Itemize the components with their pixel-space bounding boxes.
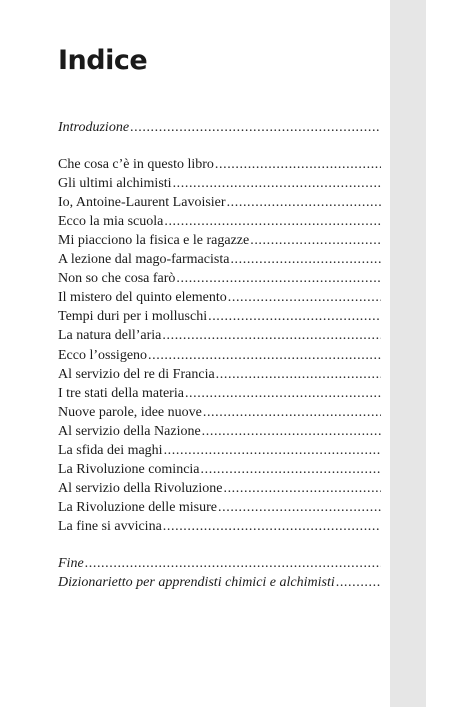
- toc-entry: [58, 554, 410, 573]
- toc-entry-title: Gli ultimi alchimisti: [58, 176, 172, 192]
- toc-entry-title: Non so che cosa farò: [58, 271, 176, 287]
- toc-entry: [58, 460, 410, 479]
- toc-entry-title: La Rivoluzione comincia: [58, 461, 200, 477]
- toc-entry: [58, 307, 410, 326]
- toc-entry-title: La natura dell’aria: [58, 328, 162, 344]
- dot-leader: [164, 212, 381, 231]
- toc-entry: [58, 365, 410, 384]
- toc-entry: [58, 269, 410, 288]
- dot-leader: [162, 326, 381, 345]
- toc-entry-title: Al servizio della Rivoluzione: [58, 480, 223, 496]
- toc-group: [58, 155, 410, 536]
- toc-entry: [58, 326, 410, 345]
- dot-leader: [208, 307, 381, 326]
- dot-leader: [163, 517, 381, 536]
- dot-leader: [336, 573, 381, 592]
- toc-entry: [58, 212, 410, 231]
- page-title: Indice: [58, 45, 148, 76]
- dot-leader: [85, 554, 381, 573]
- toc-entry: [58, 346, 410, 365]
- toc-entry: [58, 250, 410, 269]
- toc-group: [58, 554, 410, 592]
- toc-entry-title: Dizionarietto per apprendisti chimici e alchimisti: [58, 575, 335, 591]
- toc-entry: [58, 155, 410, 174]
- dot-leader: [223, 479, 381, 498]
- dot-leader: [216, 365, 381, 384]
- toc-entry: [58, 118, 410, 137]
- toc-entry: [58, 573, 410, 592]
- toc-entry: [58, 193, 410, 212]
- dot-leader: [202, 422, 381, 441]
- dot-leader: [228, 288, 381, 307]
- dot-leader: [164, 441, 381, 460]
- toc-entry-title: Introduzione: [58, 120, 130, 135]
- toc-entry-title: Al servizio della Nazione: [58, 423, 201, 439]
- toc-entry: [58, 384, 410, 403]
- dot-leader: [130, 118, 381, 137]
- toc-entry-title: La fine si avvicina: [58, 518, 162, 534]
- table-of-contents: [58, 118, 410, 592]
- dot-leader: [173, 174, 381, 193]
- toc-entry-title: Fine: [58, 555, 84, 571]
- toc-entry: [58, 174, 410, 193]
- toc-entry-title: A lezione dal mago-farmacista: [58, 252, 230, 268]
- toc-entry: [58, 517, 410, 536]
- toc-entry: [58, 498, 410, 517]
- toc-entry: [58, 231, 410, 250]
- toc-entry-title: Mi piacciono la fisica e le ragazze: [58, 233, 250, 249]
- dot-leader: [201, 460, 381, 479]
- toc-group: [58, 118, 410, 137]
- dot-leader: [176, 269, 381, 288]
- toc-entry-title: Tempi duri per i molluschi: [58, 309, 208, 325]
- toc-entry: [58, 479, 410, 498]
- toc-entry-title: Ecco la mia scuola: [58, 214, 164, 230]
- dot-leader: [215, 155, 381, 174]
- dot-leader: [227, 193, 381, 212]
- toc-entry-title: Il mistero del quinto elemento: [58, 290, 227, 306]
- page-edge-strip: [390, 0, 426, 707]
- dot-leader: [218, 498, 381, 517]
- toc-entry: [58, 403, 410, 422]
- toc-entry-title: Al servizio del re di Francia: [58, 366, 215, 382]
- dot-leader: [185, 384, 381, 403]
- toc-entry: [58, 288, 410, 307]
- toc-entry-title: La sfida dei maghi: [58, 442, 163, 458]
- dot-leader: [230, 250, 381, 269]
- dot-leader: [203, 403, 381, 422]
- toc-entry-title: La Rivoluzione delle misure: [58, 499, 218, 515]
- toc-entry-title: I tre stati della materia: [58, 385, 184, 401]
- toc-entry: [58, 441, 410, 460]
- toc-entry-title: Che cosa c’è in questo libro: [58, 157, 214, 173]
- dot-leader: [148, 346, 381, 365]
- toc-entry: [58, 422, 410, 441]
- toc-entry-title: Ecco l’ossigeno: [58, 347, 148, 363]
- toc-entry-title: Io, Antoine-Laurent Lavoisier: [58, 195, 226, 211]
- toc-entry-title: Nuove parole, idee nuove: [58, 404, 202, 420]
- dot-leader: [250, 231, 381, 250]
